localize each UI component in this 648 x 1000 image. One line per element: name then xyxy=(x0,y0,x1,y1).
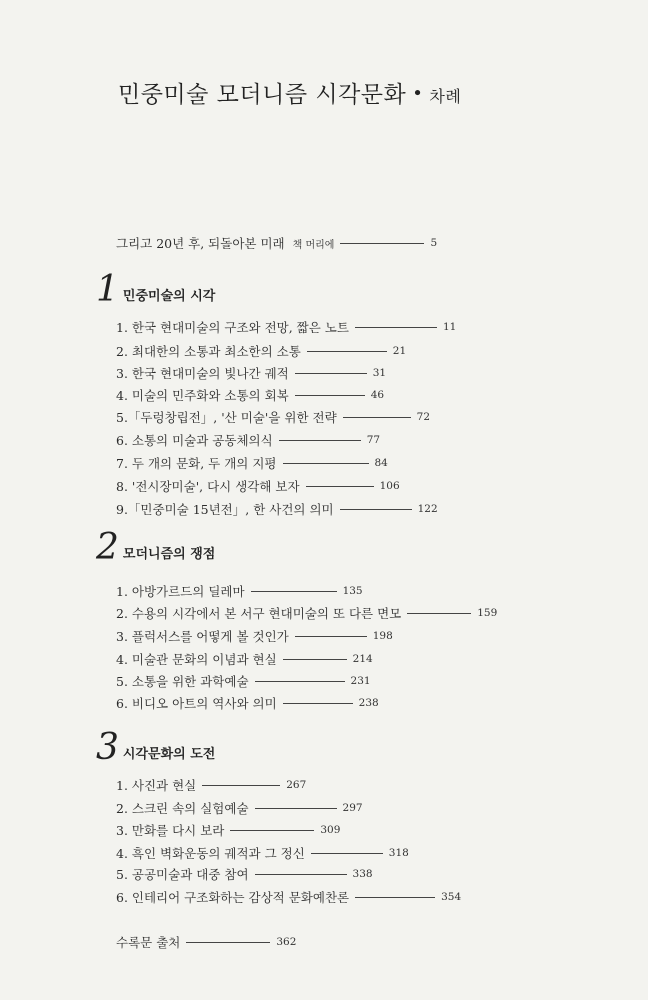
entry-title: 4. 미술관 문화의 이념과 현실 xyxy=(116,652,277,667)
toc-entry xyxy=(116,649,373,669)
leader-line xyxy=(230,830,314,831)
entry-title: 3. 한국 현대미술의 빛나간 궤적 xyxy=(116,366,289,381)
leader-line xyxy=(251,591,337,592)
leader-line xyxy=(295,395,365,396)
toc-entry xyxy=(116,363,386,383)
contents-label: 차례 xyxy=(429,87,462,106)
title-separator: • xyxy=(412,83,424,104)
page-number: 159 xyxy=(477,607,498,619)
entry-title: 2. 최대한의 소통과 최소한의 소통 xyxy=(116,344,301,359)
page-number: 72 xyxy=(416,411,431,423)
leader-line xyxy=(307,351,387,352)
leader-line xyxy=(283,659,347,660)
entry-title: 4. 흑인 벽화운동의 궤적과 그 정신 xyxy=(116,846,305,861)
section-heading-2 xyxy=(96,527,216,568)
toc-entry xyxy=(116,693,379,713)
page-number: 238 xyxy=(358,697,379,709)
leader-line xyxy=(279,440,361,441)
toc-entry xyxy=(116,887,461,907)
toc-entry xyxy=(116,820,340,840)
leader-line xyxy=(295,373,367,374)
entry-title: 5. 소통을 위한 과학예술 xyxy=(116,674,249,689)
leader-line xyxy=(306,486,374,487)
entry-title: 6. 인테리어 구조화하는 감상적 문화예찬론 xyxy=(116,890,350,905)
leader-line xyxy=(283,703,353,704)
toc-entry xyxy=(116,626,393,646)
entry-note: 책 머리에 xyxy=(292,239,335,251)
entry-title: 6. 비디오 아트의 역사와 의미 xyxy=(116,696,277,711)
page-number: 11 xyxy=(442,321,457,333)
section-title: 모더니즘의 쟁점 xyxy=(122,547,216,562)
book-title: 민중미술 모더니즘 시각문화 xyxy=(118,82,407,108)
page-number: 362 xyxy=(276,936,297,948)
entry-title: 5.「두렁창립전」, '산 미술'을 위한 전략 xyxy=(116,410,337,425)
toc-entry xyxy=(116,603,497,623)
leader-line xyxy=(255,681,345,682)
section-heading-1 xyxy=(96,269,216,310)
toc-entry xyxy=(116,798,363,818)
entry-title: 4. 미술의 민주화와 소통의 회복 xyxy=(116,388,289,403)
leader-line xyxy=(283,463,369,464)
section-number: 2 xyxy=(96,527,119,568)
page-number: 309 xyxy=(320,824,341,836)
toc-entry xyxy=(116,581,363,601)
entry-title: 7. 두 개의 문화, 두 개의 지평 xyxy=(116,456,277,471)
entry-title: 5. 공공미술과 대중 참여 xyxy=(116,867,249,882)
page-number: 338 xyxy=(352,868,373,880)
leader-line xyxy=(355,897,435,898)
section-number: 1 xyxy=(96,269,119,310)
section-title: 시각문화의 도전 xyxy=(122,747,216,762)
page-number: 21 xyxy=(392,345,407,357)
toc-entry xyxy=(116,407,430,427)
entry-title: 2. 스크린 속의 실험예술 xyxy=(116,801,249,816)
entry-title: 3. 만화를 다시 보라 xyxy=(116,823,225,838)
page-number: 5 xyxy=(430,237,438,249)
leader-line xyxy=(355,327,437,328)
page-number: 231 xyxy=(350,675,371,687)
toc-entry xyxy=(116,843,409,863)
page-number: 297 xyxy=(342,802,363,814)
entry-title: 1. 한국 현대미술의 구조와 전망, 짧은 노트 xyxy=(116,320,349,335)
page-number: 84 xyxy=(374,457,388,469)
entry-title: 8. '전시장미술', 다시 생각해 보자 xyxy=(116,479,300,494)
section-heading-3 xyxy=(96,727,216,768)
appendix-entry xyxy=(116,932,296,952)
leader-line xyxy=(311,853,383,854)
preface-entry xyxy=(116,233,437,253)
page-number: 318 xyxy=(388,847,409,859)
toc-entry xyxy=(116,385,384,405)
page-number: 354 xyxy=(441,891,462,903)
entry-title: 수록문 출처 xyxy=(116,935,181,950)
leader-line xyxy=(343,417,411,418)
toc-entry xyxy=(116,453,388,473)
page-number: 214 xyxy=(352,653,373,665)
page-number: 31 xyxy=(372,367,387,379)
page-number: 77 xyxy=(366,434,381,446)
leader-line xyxy=(186,942,270,943)
entry-title: 9.「민중미술 15년전」, 한 사건의 의미 xyxy=(116,502,334,517)
leader-line xyxy=(255,808,337,809)
entry-title: 3. 플럭서스를 어떻게 볼 것인가 xyxy=(116,629,289,644)
section-number: 3 xyxy=(96,727,119,768)
section-title: 민중미술의 시각 xyxy=(122,289,216,304)
leader-line xyxy=(340,509,412,510)
toc-entry xyxy=(116,430,380,450)
entry-title: 1. 사진과 현실 xyxy=(116,778,197,793)
page-number: 46 xyxy=(370,389,385,401)
toc-entry xyxy=(116,671,371,691)
leader-line xyxy=(295,636,367,637)
entry-title: 1. 아방가르드의 딜레마 xyxy=(116,584,245,599)
toc-entry xyxy=(116,476,400,496)
toc-entry xyxy=(116,499,438,519)
page-number: 198 xyxy=(372,630,393,642)
page-title xyxy=(118,76,461,109)
toc-entry xyxy=(116,341,406,361)
toc-entry xyxy=(116,775,306,795)
entry-title: 그리고 20년 후, 되돌아본 미래 xyxy=(116,236,285,251)
leader-line xyxy=(340,243,424,244)
page-number: 122 xyxy=(417,503,438,515)
leader-line xyxy=(255,874,347,875)
entry-title: 2. 수용의 시각에서 본 서구 현대미술의 또 다른 면모 xyxy=(116,606,402,621)
leader-line xyxy=(407,613,471,614)
page-number: 135 xyxy=(342,585,363,597)
page-number: 106 xyxy=(379,480,400,492)
toc-entry xyxy=(116,864,373,884)
entry-title: 6. 소통의 미술과 공동체의식 xyxy=(116,433,273,448)
page-number: 267 xyxy=(286,779,307,791)
toc-entry xyxy=(116,317,456,337)
leader-line xyxy=(202,785,280,786)
